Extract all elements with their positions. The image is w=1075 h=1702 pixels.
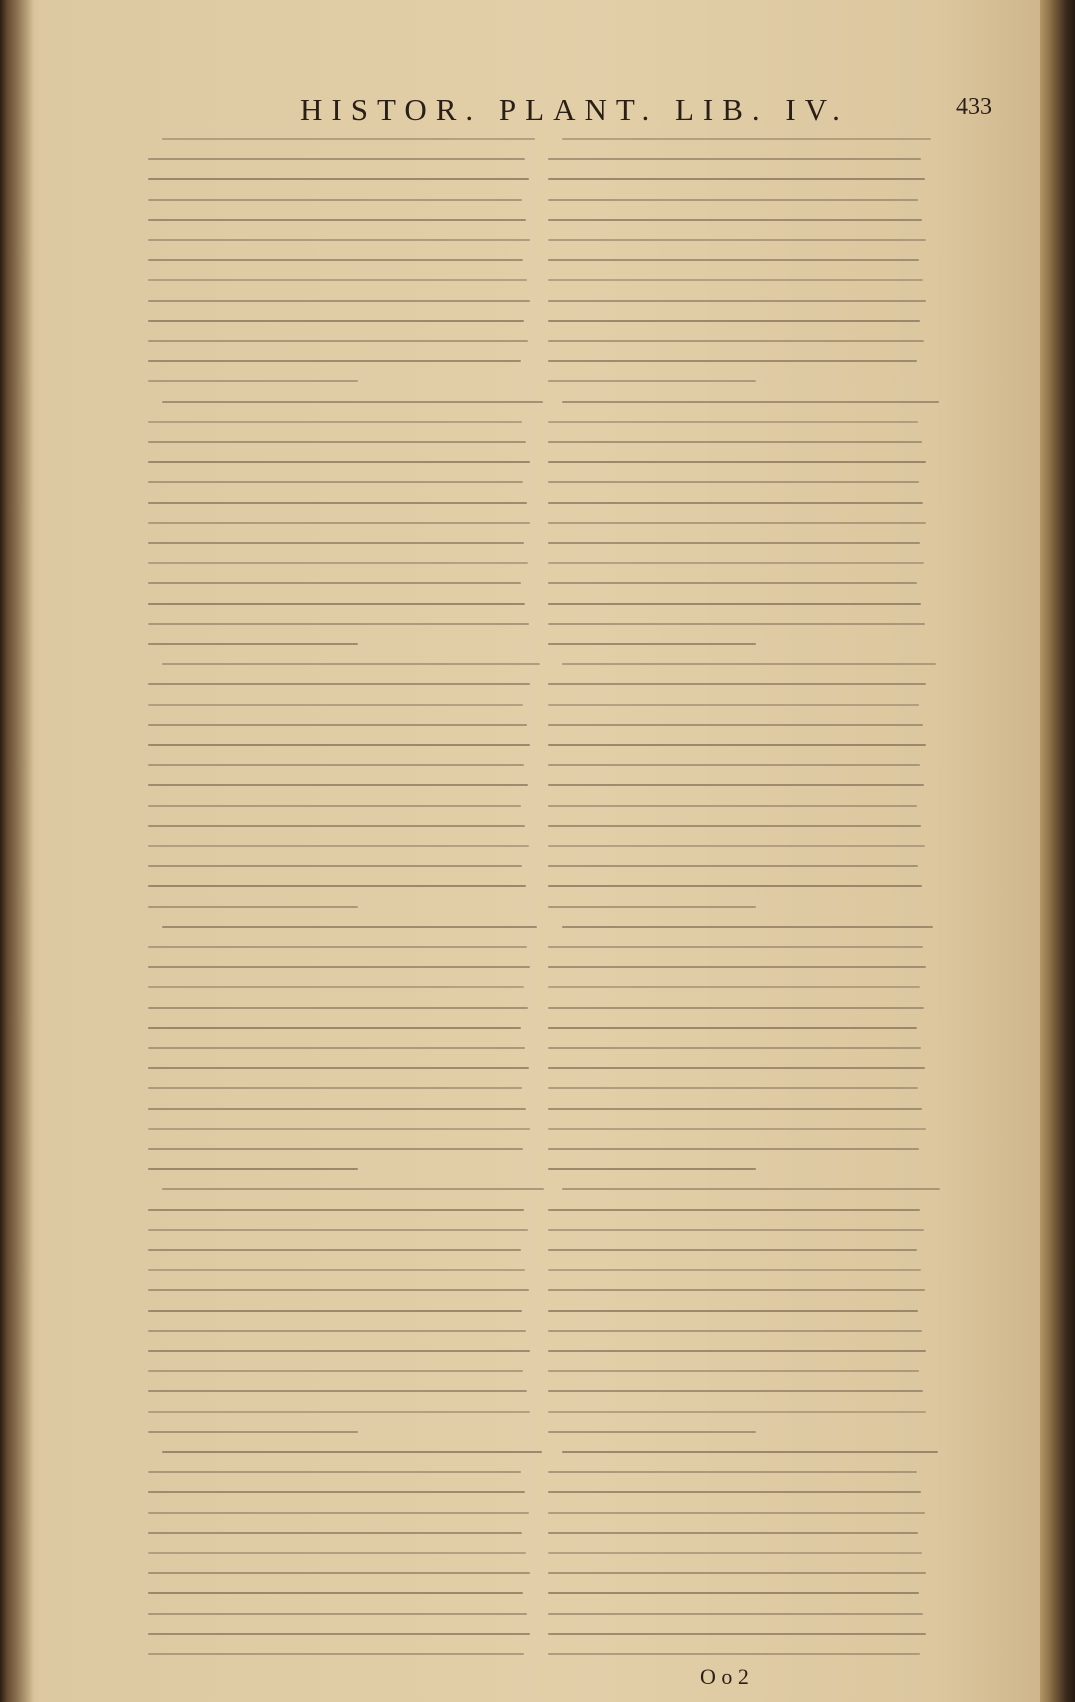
text-line	[548, 1108, 922, 1110]
text-line	[148, 199, 522, 201]
text-line	[148, 1027, 521, 1029]
text-line	[548, 1168, 756, 1170]
text-line	[548, 603, 921, 605]
text-line	[548, 704, 919, 706]
text-line	[562, 138, 931, 140]
text-line	[548, 522, 926, 524]
text-line	[148, 522, 530, 524]
text-line	[148, 1411, 530, 1413]
text-line	[548, 1087, 918, 1089]
text-line	[148, 320, 524, 322]
text-line	[148, 259, 523, 261]
text-line	[548, 1209, 920, 1211]
text-line	[148, 643, 358, 645]
text-line	[148, 1128, 530, 1130]
text-line	[148, 764, 524, 766]
text-line	[148, 1592, 523, 1594]
text-line	[548, 845, 925, 847]
text-line	[548, 1491, 921, 1493]
text-line	[548, 946, 923, 948]
text-line	[148, 724, 527, 726]
text-line	[148, 1572, 530, 1574]
text-line	[148, 825, 525, 827]
text-line	[548, 805, 917, 807]
text-line	[148, 1370, 523, 1372]
text-line	[148, 1552, 526, 1554]
text-line	[148, 340, 528, 342]
page-number: 433	[956, 94, 992, 120]
text-line	[548, 1552, 922, 1554]
text-line	[148, 885, 526, 887]
text-line	[548, 562, 924, 564]
text-line	[148, 1431, 358, 1433]
signature-mark: O o 2	[700, 1664, 749, 1689]
text-line	[548, 1027, 917, 1029]
text-line	[548, 1532, 918, 1534]
text-line	[148, 1108, 526, 1110]
text-line	[548, 1148, 919, 1150]
text-line	[548, 502, 923, 504]
text-line	[148, 1491, 525, 1493]
text-line	[562, 1451, 938, 1453]
text-line	[148, 562, 528, 564]
text-line	[548, 279, 923, 281]
text-line	[148, 1350, 530, 1352]
text-line	[148, 1007, 528, 1009]
text-line	[548, 441, 922, 443]
text-line	[548, 239, 926, 241]
text-line	[548, 764, 920, 766]
text-line	[148, 1653, 524, 1655]
text-line	[148, 1330, 526, 1332]
text-line	[148, 421, 522, 423]
text-line	[548, 158, 921, 160]
text-line	[548, 1592, 919, 1594]
text-line	[148, 845, 529, 847]
text-line	[148, 784, 528, 786]
text-line	[548, 966, 926, 968]
text-line	[548, 865, 918, 867]
text-line	[548, 219, 922, 221]
text-line	[148, 1512, 529, 1514]
text-line	[162, 138, 535, 140]
text-line	[548, 582, 917, 584]
text-line	[148, 1269, 525, 1271]
text-line	[148, 966, 530, 968]
text-line	[148, 582, 521, 584]
text-line	[148, 542, 524, 544]
running-header-title: HISTOR. PLANT. LIB. IV.	[300, 92, 849, 127]
text-line	[148, 1249, 521, 1251]
text-line	[148, 1532, 522, 1534]
text-line	[548, 340, 924, 342]
text-line	[548, 1047, 921, 1049]
text-line	[148, 1390, 527, 1392]
text-line	[148, 158, 525, 160]
text-line	[148, 1633, 530, 1635]
text-column-right	[548, 130, 926, 1665]
text-line	[162, 1188, 544, 1190]
text-line	[548, 1633, 926, 1635]
text-line	[148, 219, 526, 221]
text-line	[548, 178, 925, 180]
text-line	[148, 1087, 522, 1089]
text-line	[548, 1249, 917, 1251]
text-line	[148, 946, 527, 948]
text-line	[548, 360, 917, 362]
text-line	[548, 1007, 924, 1009]
text-line	[148, 1310, 522, 1312]
text-line	[548, 1431, 756, 1433]
text-line	[162, 663, 540, 665]
text-line	[548, 885, 922, 887]
text-line	[148, 865, 522, 867]
text-line	[148, 683, 530, 685]
text-line	[548, 724, 923, 726]
page-footer	[0, 1660, 1040, 1690]
text-line	[148, 744, 530, 746]
text-line	[548, 1350, 926, 1352]
text-line	[548, 825, 921, 827]
text-line	[548, 1067, 925, 1069]
text-line	[548, 461, 926, 463]
text-line	[148, 441, 526, 443]
text-line	[548, 421, 918, 423]
text-line	[148, 1168, 358, 1170]
text-line	[148, 502, 527, 504]
text-line	[148, 704, 523, 706]
text-line	[148, 481, 523, 483]
text-line	[148, 178, 529, 180]
text-line	[548, 906, 756, 908]
text-line	[148, 1613, 527, 1615]
text-line	[548, 199, 918, 201]
text-line	[148, 1229, 528, 1231]
text-line	[148, 1289, 529, 1291]
text-line	[548, 1269, 921, 1271]
text-line	[148, 1209, 524, 1211]
text-line	[548, 623, 925, 625]
text-line	[148, 1148, 523, 1150]
text-line	[548, 643, 756, 645]
text-line	[148, 360, 521, 362]
text-line	[548, 683, 926, 685]
text-line	[548, 1613, 923, 1615]
text-line	[562, 663, 936, 665]
text-line	[548, 481, 919, 483]
text-line	[548, 744, 926, 746]
text-line	[148, 300, 530, 302]
text-line	[548, 259, 919, 261]
text-line	[148, 603, 525, 605]
page-fore-edge	[1040, 0, 1075, 1702]
text-line	[548, 300, 926, 302]
text-line	[148, 1047, 525, 1049]
text-line	[162, 401, 543, 403]
text-line	[562, 401, 939, 403]
running-header	[0, 92, 1040, 132]
text-line	[548, 1411, 926, 1413]
text-line	[548, 1572, 926, 1574]
text-line	[148, 461, 530, 463]
text-line	[162, 1451, 542, 1453]
text-line	[548, 784, 924, 786]
text-line	[548, 1330, 922, 1332]
binding-gutter-shadow	[0, 0, 34, 1702]
text-line	[548, 1289, 925, 1291]
text-line	[148, 906, 358, 908]
text-line	[548, 320, 920, 322]
text-line	[148, 623, 529, 625]
text-line	[562, 1188, 940, 1190]
text-column-left	[148, 130, 530, 1665]
text-line	[548, 1229, 924, 1231]
text-line	[548, 1653, 920, 1655]
text-line	[148, 380, 358, 382]
text-line	[548, 1128, 926, 1130]
text-line	[548, 380, 756, 382]
text-line	[548, 1471, 917, 1473]
text-line	[148, 1471, 521, 1473]
text-line	[548, 1390, 923, 1392]
text-line	[162, 926, 537, 928]
text-line	[548, 1512, 925, 1514]
text-line	[148, 279, 527, 281]
text-line	[148, 986, 524, 988]
text-line	[548, 542, 920, 544]
text-line	[148, 239, 530, 241]
text-line	[548, 986, 920, 988]
text-line	[548, 1370, 919, 1372]
text-line	[148, 805, 521, 807]
text-line	[548, 1310, 918, 1312]
text-line	[562, 926, 933, 928]
text-line	[148, 1067, 529, 1069]
